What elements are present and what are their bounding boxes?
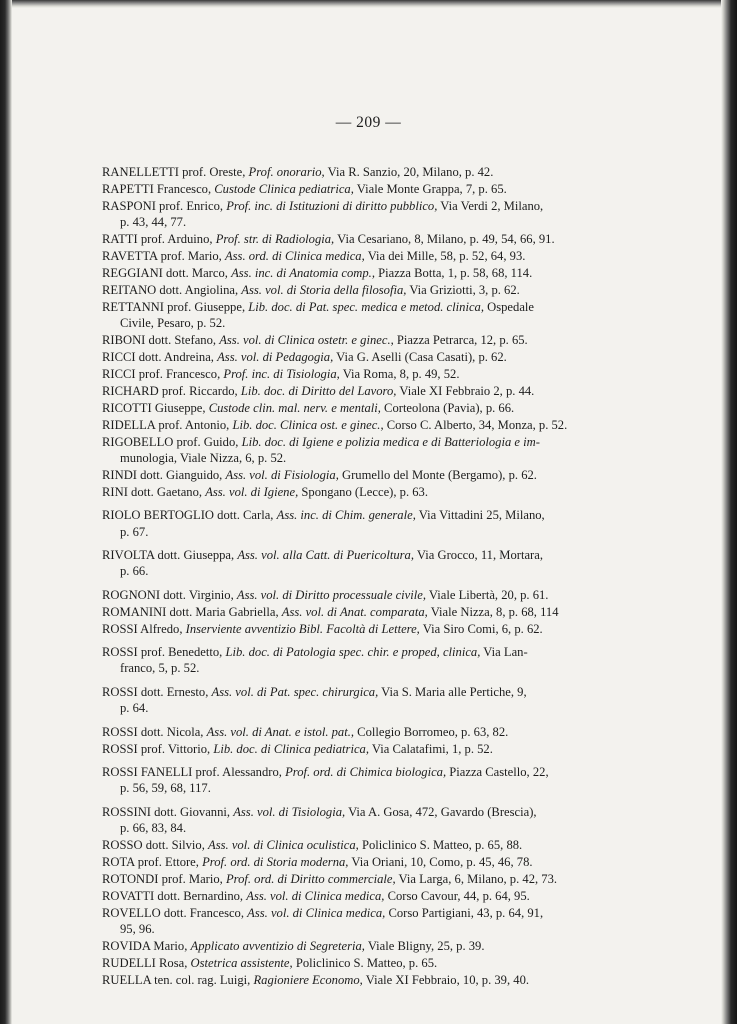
entry-address: Viale Bligny, 25, p. 39.	[367, 938, 485, 953]
entry-role: Ass. vol. di Pedagogia,	[217, 349, 334, 364]
entry-name: RUELLA ten. col. rag. Luigi,	[102, 972, 251, 987]
entry-address: Via Roma, 8, p. 49, 52.	[342, 366, 460, 381]
entry-name: RAVETTA prof. Mario,	[102, 249, 222, 264]
directory-entry	[102, 484, 642, 500]
entry-continuation: p. 66.	[120, 564, 149, 579]
entry-address: Policlinico S. Matteo, p. 65, 88.	[361, 838, 523, 853]
entry-address: Via Vittadini 25, Milano,	[418, 508, 545, 523]
entry-continuation: p. 67.	[120, 524, 149, 539]
entry-role: Ass. inc. di Chim. generale,	[276, 508, 416, 523]
entry-continuation: p. 56, 59, 68, 117.	[120, 781, 211, 796]
entry-address: Corso C. Alberto, 34, Monza, p. 52.	[386, 417, 568, 432]
page-number: — 209 —	[335, 114, 402, 131]
entry-address: Collegio Borromeo, p. 63, 82.	[357, 724, 509, 739]
entry-name: RIDELLA prof. Antonio,	[102, 417, 230, 432]
directory-entry	[102, 905, 642, 938]
directory-entry	[102, 507, 642, 540]
entry-role: Custode Clinica pediatrica,	[214, 181, 354, 196]
entry-role: Ostetrica assistente,	[190, 955, 293, 970]
entry-role: Lib. doc. Clinica ost. e ginec.,	[232, 417, 384, 432]
entry-address: Grumello del Monte (Bergamo), p. 62.	[342, 467, 537, 482]
entry-role: Custode clin. mal. nerv. e mentali,	[208, 400, 381, 415]
entry-address: Piazza Botta, 1, p. 58, 68, 114.	[378, 265, 533, 280]
entry-address: Via Verdi 2, Milano,	[440, 198, 544, 213]
entry-name: RASPONI prof. Enrico,	[102, 198, 224, 213]
entry-name: RIBONI dott. Stefano,	[102, 333, 217, 348]
entry-address: Policlinico S. Matteo, p. 65.	[295, 955, 438, 970]
directory-entry	[102, 888, 642, 904]
entry-role: Ass. vol. di Clinica medica,	[247, 905, 386, 920]
directory-entry	[102, 955, 642, 971]
entry-continuation: p. 66, 83, 84.	[120, 821, 187, 836]
entry-role: Ass. vol. di Tisiologia,	[233, 804, 346, 819]
entry-continuation: Civile, Pesaro, p. 52.	[120, 316, 226, 331]
entry-address: Via Larga, 6, Milano, p. 42, 73.	[398, 871, 558, 886]
entry-name: ROTONDI prof. Mario,	[102, 871, 223, 886]
entry-name: RIGOBELLO prof. Guido,	[102, 434, 239, 449]
entry-role: Lib. doc. di Patologia spec. chir. e proped, clinica,	[225, 644, 481, 659]
entry-name: ROSSI prof. Vittorio,	[102, 741, 211, 756]
entry-role: Prof. ord. di Storia moderna,	[202, 854, 349, 869]
entry-role: Lib. doc. di Clinica pediatrica,	[213, 741, 369, 756]
entry-address: Viale Libertà, 20, p. 61.	[428, 587, 549, 602]
entry-role: Prof. inc. di Tisiologia,	[223, 366, 340, 381]
directory-entry	[102, 417, 642, 433]
entry-name: ROVATTI dott. Bernardino,	[102, 888, 244, 903]
directory-entry	[102, 547, 642, 580]
directory-entry	[102, 400, 642, 416]
entry-name: ROSSI prof. Benedetto,	[102, 644, 223, 659]
directory-entry	[102, 198, 642, 231]
entry-role: Ass. vol. di Pat. spec. chirurgica,	[211, 684, 379, 699]
entry-role: Ass. vol. di Fisiologia,	[225, 467, 339, 482]
entry-role: Prof. str. di Radiologia,	[215, 232, 335, 247]
entry-name: ROVELLO dott. Francesco,	[102, 905, 244, 920]
entry-address: Spongano (Lecce), p. 63.	[301, 484, 428, 499]
entry-role: Lib. doc. di Diritto del Lavoro,	[240, 383, 397, 398]
entry-address: Viale Nizza, 8, p. 68, 114	[430, 604, 559, 619]
entry-name: ROSSI dott. Nicola,	[102, 724, 204, 739]
entry-name: RETTANNI prof. Giuseppe,	[102, 299, 246, 314]
scan-top-edge	[0, 0, 737, 8]
entry-name: RANELLETTI prof. Oreste,	[102, 165, 246, 179]
entry-role: Ass. vol. alla Catt. di Puericoltura,	[237, 547, 414, 562]
entry-address: Piazza Petrarca, 12, p. 65.	[396, 333, 528, 348]
entry-role: Prof. ord. di Diritto commerciale,	[225, 871, 396, 886]
directory-entry	[102, 804, 642, 837]
entry-name: RINI dott. Gaetano,	[102, 484, 203, 499]
entry-name: REGGIANI dott. Marco,	[102, 265, 228, 280]
entry-role: Ass. vol. di Anat. e istol. pat.,	[206, 724, 355, 739]
entry-role: Lib. doc. di Pat. spec. medica e metod. clinica,	[248, 299, 484, 314]
entry-role: Ass. vol. di Clinica oculistica,	[208, 838, 359, 853]
directory-entry	[102, 332, 642, 348]
entry-role: Ass. ord. di Clinica medica,	[224, 249, 365, 264]
entry-name: ROGNONI dott. Virginio,	[102, 587, 234, 602]
entry-name: RINDI dott. Gianguido,	[102, 467, 223, 482]
entry-role: Applicato avventizio di Segreteria,	[190, 938, 365, 953]
entry-name: RICCI dott. Andreina,	[102, 349, 214, 364]
directory-entry	[102, 349, 642, 365]
directory-entry	[102, 587, 642, 603]
directory-entry	[102, 724, 642, 740]
entry-role: Prof. ord. di Chimica biologica,	[285, 764, 447, 779]
directory-entry	[102, 383, 642, 399]
entry-name: ROSSI FANELLI prof. Alessandro,	[102, 764, 282, 779]
entry-name: RAPETTI Francesco,	[102, 181, 212, 196]
entry-address: Via G. Aselli (Casa Casati), p. 62.	[336, 349, 507, 364]
entry-name: REITANO dott. Angiolina,	[102, 282, 239, 297]
entry-name: ROSSI Alfredo,	[102, 621, 183, 636]
entry-address: Piazza Castello, 22,	[449, 764, 549, 779]
entry-address: Corso Partigiani, 43, p. 64, 91,	[388, 905, 544, 920]
entry-name: RIOLO BERTOGLIO dott. Carla,	[102, 508, 274, 523]
directory-entry	[102, 871, 642, 887]
entry-address: Viale XI Febbraio, 10, p. 39, 40.	[365, 972, 530, 987]
directory-entry	[102, 231, 642, 247]
entry-name: RICHARD prof. Riccardo,	[102, 383, 238, 398]
entry-address: Via Siro Comi, 6, p. 62.	[422, 621, 543, 636]
directory-entry	[102, 604, 642, 620]
entry-role: Ass. vol. di Clinica ostetr. e ginec.,	[219, 333, 394, 348]
entry-name: RATTI prof. Arduino,	[102, 232, 213, 247]
entry-role: Ass. vol. di Anat. comparata,	[281, 604, 428, 619]
entry-name: RUDELLI Rosa,	[102, 955, 188, 970]
entry-address: Via S. Maria alle Pertiche, 9,	[381, 684, 527, 699]
directory-entry	[102, 684, 642, 717]
directory-entry	[102, 467, 642, 483]
directory-entry	[102, 837, 642, 853]
directory-entry	[102, 764, 642, 797]
entry-address: Via Griziotti, 3, p. 62.	[409, 282, 520, 297]
entry-role: Ass. vol. di Igiene,	[205, 484, 299, 499]
directory-entry	[102, 282, 642, 298]
entry-role: Lib. doc. di Igiene e polizia medica e di Batteriologia e im-	[241, 434, 540, 449]
entry-address: Viale XI Febbraio 2, p. 44.	[399, 383, 535, 398]
entry-address: Via Calatafimi, 1, p. 52.	[371, 741, 493, 756]
directory-entry	[102, 938, 642, 954]
entry-address: Viale Monte Grappa, 7, p. 65.	[356, 181, 507, 196]
entry-name: RICCI prof. Francesco,	[102, 366, 221, 381]
entry-continuation: p. 43, 44, 77.	[120, 215, 187, 230]
entry-address: Via dei Mille, 58, p. 52, 64, 93.	[367, 249, 526, 264]
entry-name: RIVOLTA dott. Giuseppa,	[102, 547, 235, 562]
entry-continuation: p. 64.	[120, 701, 149, 716]
entry-address: Via Oriani, 10, Como, p. 45, 46, 78.	[351, 854, 533, 869]
entry-role: Ass. vol. di Diritto processuale civile,	[236, 587, 426, 602]
entry-continuation: munologia, Viale Nizza, 6, p. 52.	[120, 450, 287, 465]
directory-entry	[102, 181, 642, 197]
directory-entry	[102, 854, 642, 870]
directory-entries	[102, 164, 642, 989]
entry-address: Corso Cavour, 44, p. 64, 95.	[387, 888, 530, 903]
entry-address: Via R. Sanzio, 20, Milano, p. 42.	[327, 165, 494, 179]
entry-role: Inserviente avventizio Bibl. Facoltà di Lettere,	[185, 621, 420, 636]
entry-role: Ass. vol. di Clinica medica,	[246, 888, 385, 903]
entry-address: Via Cesariano, 8, Milano, p. 49, 54, 66, 91.	[337, 232, 555, 247]
entry-role: Prof. inc. di Istituzioni di diritto pubblico,	[226, 198, 438, 213]
entry-role: Ass. vol. di Storia della filosofia,	[241, 282, 407, 297]
entry-role: Prof. onorario,	[248, 165, 325, 179]
entry-name: ROTA prof. Ettore,	[102, 854, 199, 869]
entry-address: Ospedale	[487, 299, 534, 314]
directory-entry	[102, 621, 642, 637]
entry-name: ROMANINI dott. Maria Gabriella,	[102, 604, 279, 619]
entry-address: Via A. Gosa, 472, Gavardo (Brescia),	[348, 804, 537, 819]
entry-role: Ass. inc. di Anatomia comp.,	[231, 265, 375, 280]
entry-name: ROSSO dott. Silvio,	[102, 838, 205, 853]
directory-entry	[102, 972, 642, 988]
entry-name: ROVIDA Mario,	[102, 938, 188, 953]
directory-entry	[102, 741, 642, 757]
scan-right-edge	[721, 0, 737, 1024]
entry-role: Ragioniere Economo,	[253, 972, 363, 987]
entry-address: Via Grocco, 11, Mortara,	[416, 547, 543, 562]
entry-name: RICOTTI Giuseppe,	[102, 400, 206, 415]
directory-entry	[102, 434, 642, 467]
directory-entry	[102, 248, 642, 264]
entry-name: ROSSI dott. Ernesto,	[102, 684, 209, 699]
scan-left-edge	[0, 0, 12, 1024]
directory-entry	[102, 164, 642, 180]
directory-entry	[102, 366, 642, 382]
entry-address: Via Lan-	[483, 644, 528, 659]
entry-name: ROSSINI dott. Giovanni,	[102, 804, 231, 819]
entry-continuation: franco, 5, p. 52.	[120, 661, 200, 676]
directory-entry	[102, 644, 642, 677]
entry-address: Corteolona (Pavia), p. 66.	[384, 400, 515, 415]
directory-entry	[102, 299, 642, 332]
directory-entry	[102, 265, 642, 281]
entry-continuation: 95, 96.	[120, 922, 155, 937]
